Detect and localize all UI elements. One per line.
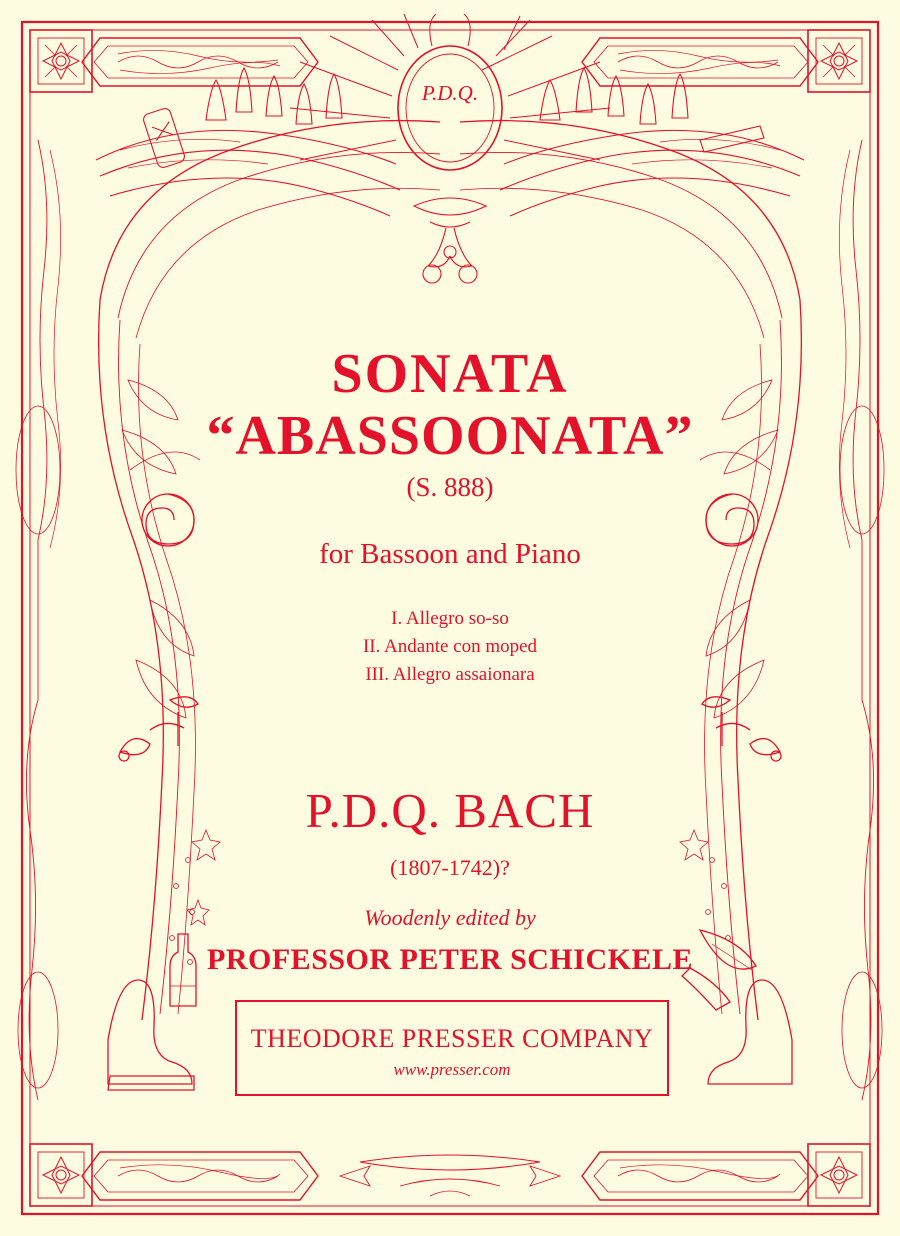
composer-dates: (1807-1742)?	[390, 855, 510, 880]
edited-by-label: Woodenly edited by	[364, 905, 536, 930]
composer-name: P.D.Q. BACH	[305, 783, 595, 838]
publisher-name: THEODORE PRESSER COMPANY	[250, 1024, 654, 1053]
editor-name: PROFESSOR PETER SCHICKELE	[207, 943, 693, 976]
emblem-text-pdq: P.D.Q.	[421, 81, 479, 105]
movement-item: II. Andante con moped	[362, 636, 538, 658]
title-line-1: SONATA	[331, 343, 569, 405]
title-line-2: “ABASSOONATA”	[206, 405, 694, 467]
movement-list	[150, 605, 750, 689]
instrumentation: for Bassoon and Piano	[319, 538, 581, 570]
publisher-url[interactable]: www.presser.com	[393, 1060, 511, 1079]
movement-item: III. Allegro assaionara	[365, 664, 535, 686]
publisher-box	[235, 1000, 669, 1096]
movement-item: I. Allegro so-so	[391, 608, 509, 629]
catalog-number: (S. 888)	[406, 472, 494, 502]
